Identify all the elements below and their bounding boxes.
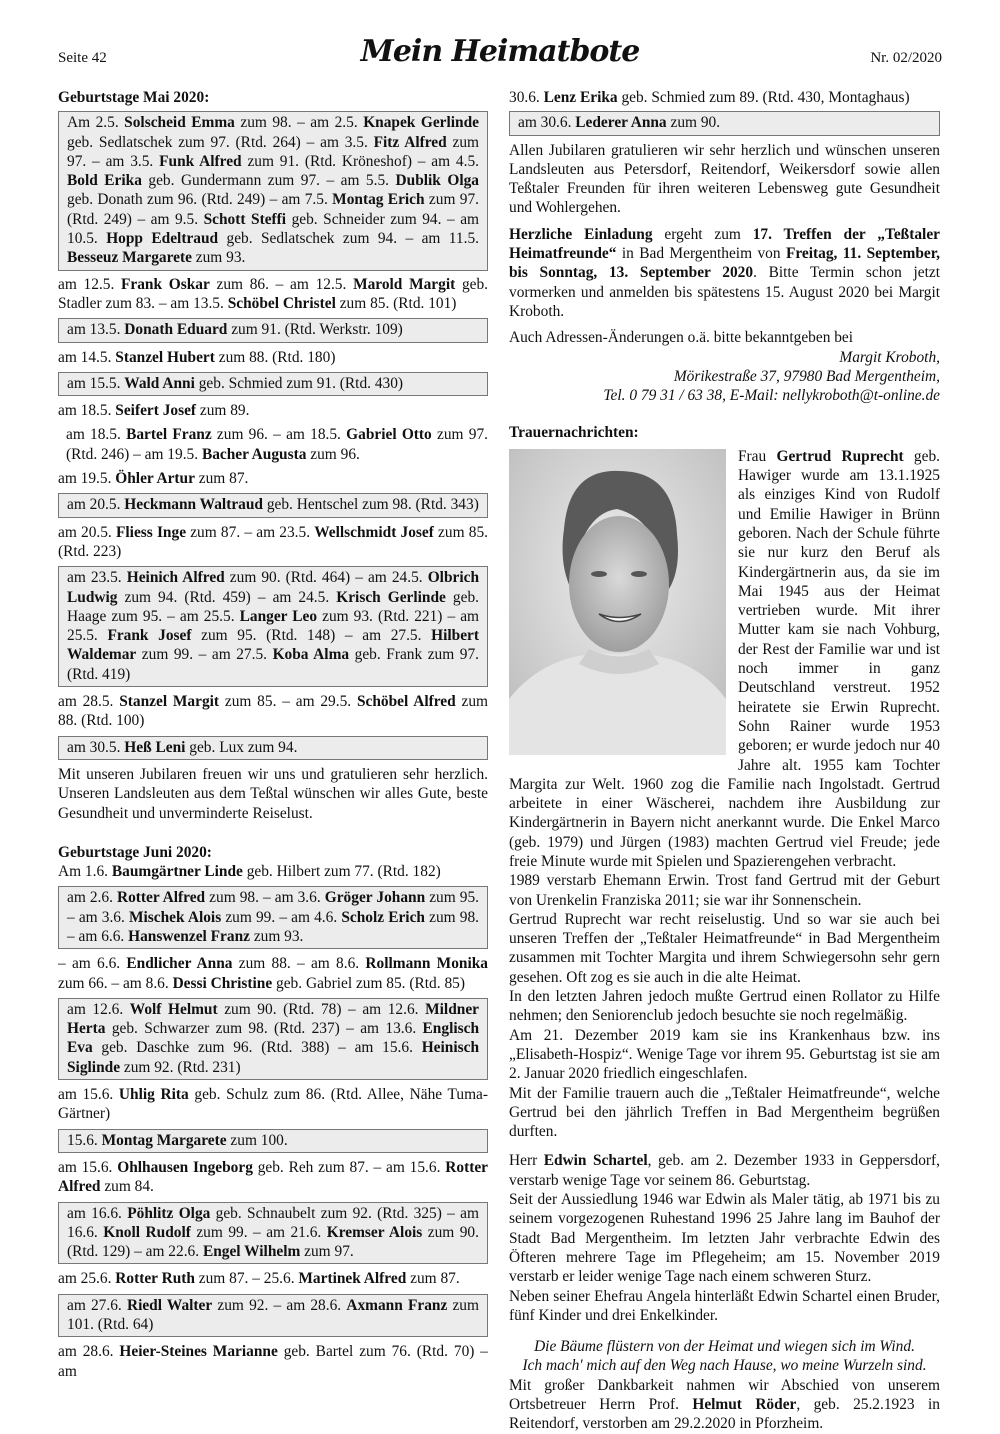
text-run: zum 87. [406,1270,460,1288]
obituary-helmut [509,1376,940,1434]
text-run: zum 91. (Rtd. Kröneshof) – am 4.5. [241,152,479,170]
text-run: geb. Schnaubelt zum 92. (Rtd. 325) – am 16.6. [67,1204,479,1241]
portrait-photo [509,449,726,755]
text-run: zum 90. (Rtd. 78) – am 12.6. [217,1000,426,1018]
birthday-box [58,1202,488,1265]
person-name: Montag Margarete [101,1131,227,1149]
text-run: zum 85. (Rtd. 223) [58,523,488,560]
birthday-paragraph [58,862,488,881]
obituary-gertrud-text: Am 21. Dezember 2019 kam sie ins Krankenhaus bzw. ins „Elisabeth-Hospiz“. Wenige Tage vor ihrem 95. Geburtstag ist sie am 2. Januar 2020 friedlich eingeschlafen. [509,1026,940,1083]
text-run: zum 97. – am 3.5. [67,133,479,170]
birthday-box [509,111,940,135]
person-name: Endlicher Anna [126,955,233,973]
poem-line: Die Bäume flüstern von der Heimat und wiegen sich im Wind. [534,1338,915,1356]
person-name: Rotter Alfred [117,889,206,907]
text-run: zum 93. [191,249,246,267]
text-run: zum 85. – am 29.5. [219,693,357,711]
person-name: Hanswenzel Franz [128,927,250,945]
text-run: zum 97. [300,1243,354,1261]
text-run: geb. Bartel zum 76. (Rtd. 70) – am [58,1343,489,1380]
text-run: , geb. am 2. Dezember 1933 in Geppersdorf, verstarb wenige Tage vor seinem 86. Geburtstag. [509,1152,941,1189]
text-run: zum 90. (Rtd. 464) – am 24.5. [224,569,428,587]
text-run: am 18.5. [58,402,116,420]
page-number: Seite 42 [58,50,107,66]
birthday-box [58,493,488,517]
birthday-paragraph [58,469,488,488]
birthday-box [58,1294,488,1338]
masthead-logo: Mein Heimatbote [360,34,640,69]
text-run: zum 96. [306,445,360,463]
address-intro: Auch Adressen-Änderungen o.ä. bitte bekanntgeben bei [509,329,854,347]
text-run: geb. Gundermann zum 97. – am 5.5. [141,172,396,190]
text-run: zum 99. – am 4.6. [221,908,342,926]
text-run: in Bad Mergentheim von [616,245,786,263]
person-name: Schott Steffi [203,210,287,228]
text-run: zum 87. – am 23.5. [186,523,315,541]
person-name: Rotter Ruth [115,1270,195,1288]
person-name: Wald Anni [124,374,195,392]
text-run: geb. Reh zum 87. – am 15.6. [252,1158,446,1176]
person-name: Fliess Inge [115,523,187,541]
obituary-gertrud-text: In den letzten Jahren jedoch mußte Gertrud einen Rollator zu Hilfe nehmen; den Seniorenclub jedoch besuchte sie noch regelmäßig. [509,988,940,1025]
text-run: am 28.6. [58,1343,120,1361]
person-name: Krisch Gerlinde [336,588,446,606]
person-name: Gröger Johann [324,889,426,907]
section-title-juni: Geburtstage Juni 2020: [58,843,212,861]
person-name: Schöbel Christel [227,294,336,312]
text-run: am 15.6. [58,1158,118,1176]
person-name: Rotter Alfred [58,1158,488,1196]
text-run: ergeht zum [652,225,753,243]
birthday-paragraph [58,523,488,562]
text-run: am 13.5. [67,321,125,339]
text-run: zum 90. [666,114,721,132]
text-run: am 23.5. [67,569,127,587]
text-run: geb. Schneider zum 94. – am 10.5. [67,210,479,248]
text-run: Am 2.5. [67,114,125,132]
person-name: Baumgärtner Linde [111,863,243,881]
text-run: 30.6. [509,89,544,106]
birthday-paragraph [509,88,940,107]
person-name: Olbrich Ludwig [67,569,480,606]
text-run: zum 101. (Rtd. 64) [67,1296,479,1334]
person-name: Dessi Christine [172,974,273,992]
text-run: am 12.5. [58,275,121,293]
person-name: Edwin Schartel [543,1152,648,1170]
birthday-paragraph [58,1269,488,1288]
text-run: zum 87. [194,470,249,488]
person-name: Scholz Erich [341,908,425,926]
text-run: Mit großer Dankbarkeit nahmen wir Abschied von unserem Ortsbetreuer Herrn Prof. [509,1376,940,1413]
person-name: Seifert Josef [115,402,197,420]
text-run: geb. Haage zum 95. – am 25.5. [67,588,479,625]
obituary-gertrud-text: Gertrud Ruprecht war recht reiselustig. Und so war sie auch bei unseren Treffen der „Teßtaler Heimatfreunde“ in Bad Mergentheim zusammen mit Tochter Margita und ihrem Schwiegersohn sehr gern gesehen. Oft zog es sie auch in die alte Heimat. [509,910,940,986]
obituary-gertrud-text: 1989 verstarb Ehemann Erwin. Trost fand Gertrud mit der Geburt von Urenkelin Franziska 2011; sie war ihr Sonnenschein. [509,872,940,909]
obituary-gertrud-text: Mit der Familie trauern auch die „Teßtaler Heimatfreunde“, welche Gertrud bei den jährlich Treffen in Bad Mergentheim begrüßen durften. [509,1084,940,1141]
birthday-box [58,736,488,760]
text-run: geb. Sedlatschek zum 94. – am 11.5. [218,230,479,248]
person-name: Mildner Herta [67,1000,479,1038]
text-run: am 14.5. [58,348,116,366]
person-name: Kremser Alois [326,1223,423,1241]
person-name: Mischek Alois [128,908,222,926]
text-run: zum 85. (Rtd. 101) [335,294,457,312]
contact-address: Mörikestraße 37, 97980 Bad Mergentheim, [673,367,940,385]
text-run: . Bitte Termin schon jetzt vormerken und anmelden bis spätestens 15. August 2020 bei Margit Kroboth. [509,264,940,320]
birthday-box [58,372,488,396]
birthday-paragraph [58,954,488,993]
person-name: Wellschmidt Josef [314,523,434,541]
text-run: – am 6.6. [58,955,127,973]
person-name: Solscheid Emma [124,114,235,132]
contact-phone-email: Tel. 0 79 31 / 63 38, E-Mail: nellykroboth@t-online.de [603,387,940,405]
text-run: Frau [738,447,777,465]
birthday-box [58,1129,488,1153]
person-name: Dublik Olga [395,172,479,190]
text-run: geb. Hawiger wurde am 13.1.1925 als einziges Kind von Rudolf und Emilie Hawiger in Brünn geboren. Nach der Schule führte sie nur kurz den Beruf als Kindergärtnerin aus, da sie im Mai 1945 aus der Heimat vertrieben wurde. Mit ihrer Mutter kam sie nach Vohburg, der Rest der Familie war und ist noch immer in ganz Deutschland verstreut. 1952 heiratete sie Erwin Ruprecht. Sohn Rainer wurde 1953 geboren; er wurde jedoch nur 40 Jahre alt. 1955 kam Tochter Margita zur Welt. 1960 zog die Familie nach Ingolstadt. Gertrud arbeitete in einer Wäscherei, nachdem ihre Ausbildung zur Kindergärtnerin in Bayern nicht anerkannt wurde. Die Enkel Marco (geb. 1979) und Jürgen (1983) machten Gertrud viel Freude; jede freie Minute wurde mit Spielen und Spazierengehen verbracht. [509,447,940,870]
text-run: am 16.6. [67,1204,128,1222]
person-name: Stanzel Hubert [115,348,215,366]
text-run: geb. Hentschel zum 98. (Rtd. 343) [262,496,479,514]
person-name: Stanzel Margit [119,693,220,711]
closing-greeting: Mit unseren Jubilaren freuen wir uns und gratulieren sehr herzlich. Unseren Landsleuten aus dem Teßtal wünschen wir alles Gute, beste Gesundheit und unverminderte Reiselust. [58,765,488,822]
text-run: zum 66. – am 8.6. [58,974,173,992]
text-run: zum 86. – am 12.5. [209,275,354,293]
text-run: geb. Schulz zum 86. (Rtd. Allee, Nähe Tuma-Gärtner) [58,1086,488,1123]
person-name: Schöbel Alfred [356,693,456,711]
text-run: am 28.5. [58,693,120,711]
person-name: Martinek Alfred [298,1270,407,1288]
text-run: am 20.5. [67,496,125,514]
person-name: Bacher Augusta [201,445,307,463]
text-run: am 20.5. [58,523,116,541]
person-name: Frank Josef [107,627,192,645]
text-run: zum 99. – am 27.5. [136,646,273,664]
person-name: Ohlhausen Ingeborg [117,1158,253,1176]
text-run: , geb. 25.2.1923 in Reitendorf, verstorben am 29.2.2020 in Pforzheim. [509,1396,940,1433]
person-name: Wolf Helmut [129,1000,218,1018]
person-name: Heß Leni [124,738,186,756]
text-run: zum 97. (Rtd. 249) – am 9.5. [67,191,479,228]
person-name: Riedl Walter [126,1296,213,1314]
person-name: Bartel Franz [126,426,212,444]
text-run: zum 95. (Rtd. 148) – am 27.5. [191,627,432,645]
text-run: zum 88. (Rtd. 100) [58,693,488,730]
text-run: am 30.5. [67,738,125,756]
left-column [58,88,488,1381]
person-name: Lederer Anna [575,114,667,132]
person-name: Heckmann Waltraud [124,496,263,514]
obituary-edwin [509,1151,940,1190]
text-run: zum 93. [249,927,304,945]
person-name: Öhler Artur [115,470,195,488]
person-name: Funk Alfred [159,152,242,170]
text-run: am 27.6. [67,1296,127,1314]
obituary-edwin-text: Seit der Aussiedlung 1946 war Edwin als Maler tätig, ab 1971 bis zu seinem vorgezogenen Ruhestand 1996 25 Jahre lang im Bauhof der Stadt Bad Mergentheim. Im letzten Jahr verbrachte Edwin des Öfteren mehrere Tage im Pflegeheim; am 15. November 2019 verstarb er leider wenige Tage nach einem schweren Sturz. [509,1191,940,1286]
text-run: zum 100. [226,1131,288,1149]
text-run: am 19.5. [58,470,116,488]
text-run: geb. Gabriel zum 85. (Rtd. 85) [272,974,465,992]
text-run: zum 89. [196,402,250,420]
text-run: am 15.5. [67,374,125,392]
person-name: Donath Eduard [124,321,228,339]
person-name: Englisch Eva [67,1020,479,1057]
text-run: am 25.6. [58,1270,116,1288]
person-name: Pöhlitz Olga [127,1204,211,1222]
page-header [58,30,942,78]
text-run: zum 88. – am 8.6. [232,955,366,973]
person-name: Gertrud Ruprecht [776,447,904,465]
birthday-paragraph [58,1158,488,1197]
person-name: Rollmann Monika [365,955,488,973]
text-run: zum 98. – am 6.6. [67,908,479,945]
text-run: zum 92. (Rtd. 231) [120,1058,241,1076]
text-run: geb. Sedlatschek zum 97. (Rtd. 264) – am 3.5. [67,133,374,151]
portrait-image [509,449,726,755]
birthday-paragraph [58,425,488,464]
person-name: Uhlig Rita [118,1086,189,1104]
person-name: Engel Wilhelm [202,1243,301,1261]
text-run: zum 91. (Rtd. Werkstr. 109) [227,321,403,339]
text-run: zum 98. – am 2.5. [234,114,364,132]
section-title-obituaries: Trauernachrichten: [509,424,639,442]
text-run: am 30.6. [518,114,576,132]
text-run: Am 1.6. [58,863,112,881]
person-name: Hopp Edeltraud [106,230,219,248]
person-name: Lenz Erika [543,89,618,106]
person-name: 17. Treffen der „Teßtaler Heimatfreunde“ [509,225,940,263]
person-name: Gabriel Otto [346,426,432,444]
text-run: geb. Donath zum 96. (Rtd. 249) – am 7.5. [67,191,333,209]
person-name: Heinisch Siglinde [67,1039,479,1076]
birthday-paragraph [58,401,488,420]
person-name: Hilbert Waldemar [67,627,480,664]
congratulations-text: Allen Jubilaren gratulieren wir sehr herzlich und wünschen unseren Landsleuten aus Petersdorf, Reitendorf, Weikersdorf sowie allen Teßtaler Freunden für ihren weiteren Lebensweg gute Gesundheit und Wohlergehen. [509,141,940,217]
text-run: zum 90. (Rtd. 129) – am 22.6. [67,1223,479,1261]
text-run: zum 93. (Rtd. 221) – am 25.5. [67,607,480,645]
birthday-paragraph [58,1085,488,1124]
text-run: zum 99. – am 21.6. [190,1223,327,1241]
person-name: Koba Alma [272,646,350,664]
person-name: Marold Margit [353,275,456,293]
birthday-box [58,318,488,342]
obituary-edwin-text: Neben seiner Ehefrau Angela hinterläßt Edwin Schartel einen Bruder, fünf Kinder und drei Enkelkinder. [509,1287,940,1324]
text-run: zum 96. – am 18.5. [211,426,347,444]
birthday-box [58,566,488,687]
text-run: 15.6. [67,1131,102,1149]
text-run: am 12.6. [67,1000,130,1018]
person-name: Langer Leo [239,607,318,625]
text-run: am 2.6. [67,889,117,907]
text-run: geb. Hilbert zum 77. (Rtd. 182) [242,863,441,881]
text-run: zum 84. [100,1178,154,1196]
invitation-text [509,225,940,321]
text-run: zum 98. – am 3.6. [205,889,325,907]
birthday-paragraph [58,275,488,314]
right-column [509,88,940,1434]
text-run: geb. Schmied zum 91. (Rtd. 430) [194,374,404,392]
person-name: Fitz Alfred [373,133,447,151]
person-name: Knoll Rudolf [103,1223,191,1241]
text-run: zum 92. – am 28.6. [212,1296,347,1314]
person-name: Bold Erika [67,172,142,190]
text-run: zum 97. (Rtd. 246) – am 19.5. [66,426,488,463]
person-name: Heier-Steines Marianne [119,1343,278,1361]
poem-line: Ich mach' mich auf den Weg nach Hause, wo meine Wurzeln sind. [522,1357,927,1375]
birthday-box [58,998,488,1080]
issue-number: Nr. 02/2020 [870,50,942,66]
birthday-box [58,111,488,270]
text-run: geb. Schwarzer zum 98. (Rtd. 237) – am 13.6. [105,1020,423,1038]
section-title-mai: Geburtstage Mai 2020: [58,89,210,106]
birthday-paragraph [58,1342,488,1381]
person-name: Frank Oskar [121,275,210,293]
text-run: geb. Lux zum 94. [185,738,298,756]
text-run: am 15.6. [58,1086,119,1104]
text-run: zum 88. (Rtd. 180) [214,348,336,366]
text-run: geb. Frank zum 97. (Rtd. 419) [67,646,479,683]
person-name: Besseuz Margarete [67,249,192,267]
text-run: Herr [509,1152,544,1170]
person-name: Helmut Röder [692,1396,797,1413]
person-name: Freitag, 11. September, bis Sonntag, 13. September 2020 [509,245,940,282]
birthday-box [58,886,488,949]
text-run: geb. Stadler zum 83. – am 13.5. [58,275,489,312]
text-run: zum 87. – 25.6. [194,1270,299,1288]
person-name: Herzliche Einladung [509,225,653,243]
contact-name: Margit Kroboth, [839,348,940,366]
text-run: geb. Schmied zum 89. (Rtd. 430, Montaghaus) [617,89,910,106]
person-name: Axmann Franz [346,1296,448,1314]
text-run: am 18.5. [66,426,127,444]
person-name: Heinich Alfred [126,569,225,587]
person-name: Montag Erich [332,191,425,209]
person-name: Knapek Gerlinde [363,114,479,132]
text-run: zum 94. (Rtd. 459) – am 24.5. [117,588,337,606]
text-run: geb. Daschke zum 96. (Rtd. 388) – am 15.6. [92,1039,422,1057]
birthday-paragraph [58,348,488,367]
birthday-paragraph [58,692,488,731]
text-run: zum 95. – am 3.6. [67,889,479,926]
